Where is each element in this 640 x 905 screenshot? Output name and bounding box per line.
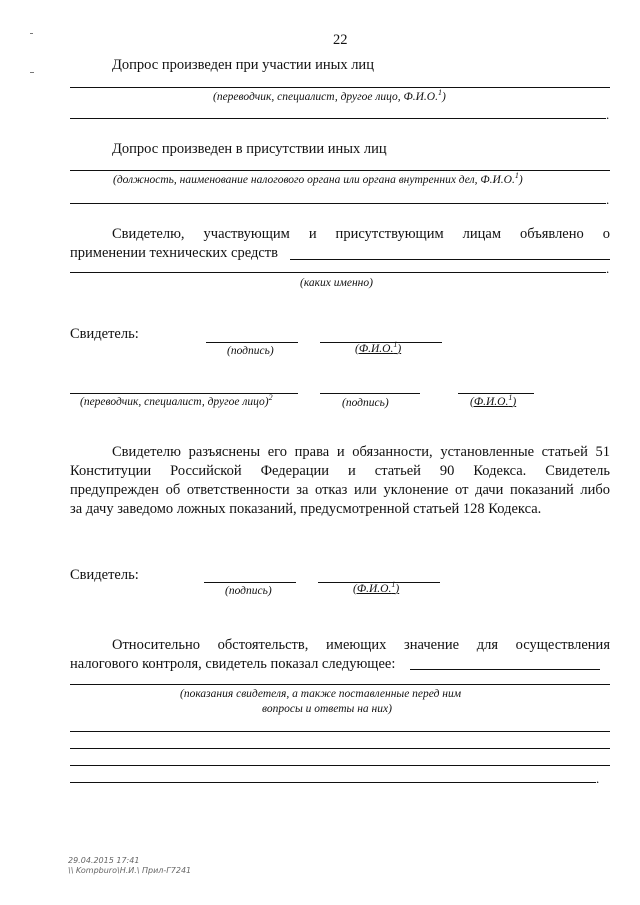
- technical-means-line-3: [70, 272, 606, 273]
- person-caption-2: (переводчик, специалист, другое лицо)$^2$: [80, 393, 273, 408]
- testimony-line-3: [70, 684, 610, 685]
- participation-caption: (переводчик, специалист, другое лицо, Ф.И.О.$^1$): [213, 88, 446, 103]
- witness-label-3: Свидетель:: [70, 567, 139, 583]
- testimony-caption-2: вопросы и ответы на них): [262, 703, 392, 715]
- witness-fio-caption-3: (Ф.И.О.$^1$): [353, 580, 400, 595]
- technical-means-caption: (каких именно): [300, 277, 373, 289]
- technical-means-end-dot: .: [606, 261, 610, 276]
- person-signature-caption-2: (подпись): [342, 397, 389, 409]
- testimony-answer-line-4: [70, 782, 596, 783]
- participation-line-end-dot: .: [606, 107, 610, 122]
- technical-means-fill-line: [290, 259, 610, 260]
- technical-means-line-2: применении технических средств: [70, 245, 278, 261]
- presence-line-1: [70, 170, 610, 171]
- person-fio-line-2: [458, 393, 534, 394]
- footer-filepath: \\ Kompburo\Н.И.\ Прил-Г7241: [68, 866, 192, 875]
- scan-mark-mid: [30, 72, 34, 73]
- person-fio-caption-2: (Ф.И.О.$^1$): [470, 393, 517, 408]
- testimony-line-2: налогового контроля, свидетель показал следующее:: [70, 656, 396, 672]
- testimony-answer-line-3: [70, 765, 610, 766]
- testimony-answer-line-2: [70, 748, 610, 749]
- footer-timestamp: 29.04.2015 17:41: [68, 856, 140, 865]
- person-signature-line-2: [320, 393, 420, 394]
- witness-signature-caption-3: (подпись): [225, 585, 272, 597]
- testimony-end-dot: .: [596, 771, 600, 786]
- rights-line-2: Конституции Российской Федерации и статьей 90 Кодекса. Свидетель: [70, 463, 610, 479]
- witness-signature-caption-1: (подпись): [227, 345, 274, 357]
- participation-line-2: [70, 118, 606, 119]
- person-line-2: [70, 393, 298, 394]
- presence-line-end-dot: .: [606, 192, 610, 207]
- witness-fio-caption-1: (Ф.И.О.$^1$): [355, 340, 402, 355]
- technical-means-line-1: Свидетелю, участвующим и присутствующим лицам объявлено о: [112, 226, 610, 242]
- presence-caption: (должность, наименование налогового органа или органа внутренних дел, Ф.И.О.$^1$): [113, 171, 523, 186]
- participation-line-1: [70, 87, 610, 88]
- witness-signature-line-1: [206, 342, 298, 343]
- presence-heading: Допрос произведен в присутствии иных лиц: [112, 141, 387, 157]
- rights-line-1: Свидетелю разъяснены его права и обязанности, установленные статьей 51: [112, 444, 610, 460]
- scan-mark-top: [30, 33, 33, 34]
- testimony-answer-line-1: [70, 731, 610, 732]
- page-number: 22: [333, 32, 348, 48]
- participation-heading: Допрос произведен при участии иных лиц: [112, 57, 374, 73]
- testimony-line-1: Относительно обстоятельств, имеющих значение для осуществления: [112, 637, 610, 653]
- rights-line-4: за дачу заведомо ложных показаний, предусмотренной статьей 128 Кодекса.: [70, 501, 542, 517]
- witness-signature-line-3: [204, 582, 296, 583]
- witness-label-1: Свидетель:: [70, 326, 139, 342]
- testimony-caption-1: (показания свидетеля, а также поставленные перед ним: [180, 688, 462, 700]
- rights-line-3: предупрежден об ответственности за отказ или уклонение от дачи показаний либо: [70, 482, 610, 498]
- testimony-fill-line: [410, 669, 600, 670]
- presence-line-2: [70, 203, 606, 204]
